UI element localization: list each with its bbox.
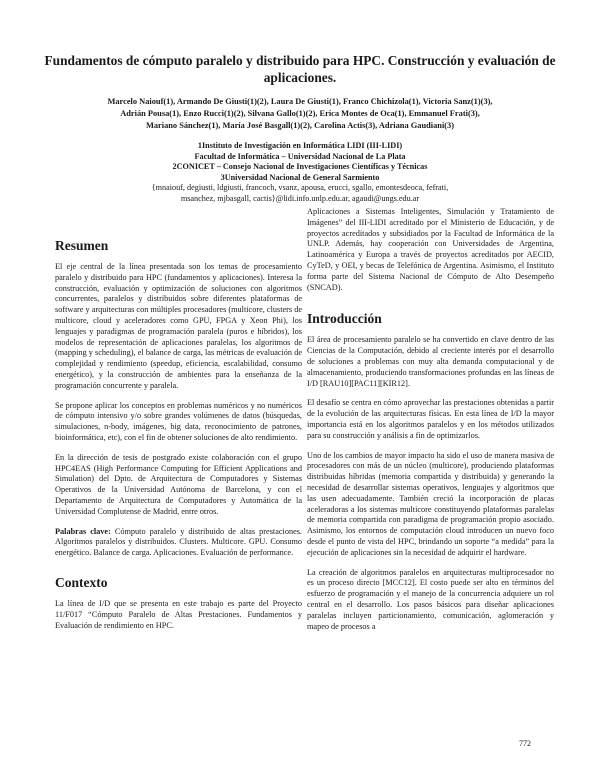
left-column bbox=[55, 238, 302, 631]
authors-line-2: Adrián Pousa(1), Enzo Rucci(1)(2), Silvana Gallo(1)(2), Erica Montes de Oca(1), Emmanuel Frati(3), bbox=[120, 108, 480, 118]
intro-paragraph-3: Uno de los cambios de mayor impacto ha sido el uso de manera masiva de procesadores con más de un núcleo (multicore), produciendo plataformas distribuidas híbridas (memoria compartida y distribuida) y generando la necesidad de desarrollar sistemas operativos, lenguajes y algoritmos que las usen adecuadamente. También creció la incorporación de placas aceleradoras a los sistemas multicore constituyendo plataformas paralelas de memoria compartida con paradigma de programación propio asociado. Asimismo, los entornos de computación cloud introducen un nuevo foco desde el punto de vista del HPC, brindando un soporte “a medida” para la ejecución de aplicaciones sin la necesidad de adquirir el hardware. bbox=[307, 450, 554, 557]
keywords-text: Cómputo paralelo y distribuido de altas prestaciones. Algoritmos paralelos y distribuidos. Clusters. Multicore. GPU. Consumo energético. Balance de carga. Aplicaciones. Evaluación de performance. bbox=[55, 526, 302, 558]
author-list bbox=[40, 96, 560, 131]
authors-line-3: Mariano Sánchez(1), María José Basgall(1)(2), Carolina Actis(3), Adriana Gaudiani(3) bbox=[145, 120, 455, 130]
section-heading-resumen: Resumen bbox=[55, 238, 109, 253]
intro-paragraph-2: El desafío se centra en cómo aprovechar las prestaciones obtenidas a partir de la evolución de las arquitecturas físicas. En esta línea de I/D la mayor importancia está en los algoritmos paralelos y en los métodos utilizados para su construcción y análisis a fin de optimizarlos. bbox=[307, 398, 554, 440]
emails-line-2: msanchez, mjbasgall, cactis}@lidi.info.unlp.edu.ar, agaudi@ungs.edu.ar bbox=[180, 193, 420, 203]
section-heading-introduccion: Introducción bbox=[307, 311, 382, 327]
paper-title: Fundamentos de cómputo paralelo y distribuido para HPC. Construcción y evaluación de aplicaciones. bbox=[44, 53, 556, 85]
keywords-label: Palabras clave: bbox=[55, 526, 111, 536]
affiliation-1b: Facultad de Informática – Universidad Nacional de La Plata bbox=[194, 151, 406, 161]
affiliations bbox=[40, 141, 560, 205]
intro-paragraph-1: El área de procesamiento paralelo se ha convertido en clave dentro de las Ciencias de la Computación, debido al creciente interés por el desarrollo de soluciones a problemas con muy alta demanda computacional y de almacenamiento, produciendo transformaciones profundas en las líneas de I/D [RAU10][PAC11][KIR12]. bbox=[307, 335, 554, 388]
authors-line-1: Marcelo Naiouf(1), Armando De Giusti(1)(2), Laura De Giusti(1), Franco Chichizola(1), Victoria Sanz(1)(3), bbox=[107, 97, 493, 106]
intro-paragraph-4: La creación de algoritmos paralelos en arquitecturas multiprocesador no es un proceso directo [MCC12]. El costo puede ser alto en términos del esfuerzo de programación y el manejo de la concurrencia adquiere un rol central en el desarrollo. Los pasos básicos para diseñar aplicaciones paralelas incluyen particionamiento, comunicación, aglomeración y mapeo de procesos a bbox=[307, 567, 554, 631]
contexto-paragraph-continued: Aplicaciones a Sistemas Inteligentes, Simulación y Tratamiento de Imágenes” del III-LIDI acreditado por el Ministerio de Educación, y de proyectos acreditados y subsidiados por la Facultad de Informática de la UNLP. Además, hay cooperación con Universidades de Argentina, Latinoamérica y Europa a través de proyectos acreditados por AECID, CyTeD, y OEI, y becas de Telefónica de Argentina. Asimismo, el Instituto forma parte del Sistema Nacional de Cómputo de Alto Desempeño (SNCAD). bbox=[307, 207, 554, 292]
affiliation-2: 2CONICET – Consejo Nacional de Investigaciones Científicas y Técnicas bbox=[172, 162, 428, 172]
page-number: 772 bbox=[519, 739, 531, 748]
section-heading-contexto: Contexto bbox=[55, 574, 108, 590]
affiliation-1: 1Instituto de Investigación en Informática LIDI (III-LIDI) bbox=[197, 141, 403, 150]
resumen-paragraph-3: En la dirección de tesis de postgrado existe colaboración con el grupo HPC4EAS (High Performance Computing for Efficient Applications and Simulation) del Dpto. de Arquitectura de Computadores y Sistemas Operativos de la Universidad Autónoma de Barcelona, y con el Departamento de Arquitectura de Computadores y Automática de la Universidad Complutense de Madrid, entre otros. bbox=[55, 452, 302, 516]
keywords-paragraph bbox=[55, 527, 302, 559]
emails-line-1: {mnaiouf, degiusti, ldgiusti, francoch, vsanz, apousa, erucci, sgallo, emontesdeoca, fefrati, bbox=[151, 183, 449, 193]
resumen-paragraph-2: Se propone aplicar los conceptos en problemas numéricos y no numéricos de cómputo intensivo y/o sobre grandes volúmenes de datos (búsquedas, simulaciones, n-body, imágenes, big data, reconocimiento de patrones, bioinformática, etc), con el fin de obtener soluciones de alto rendimiento. bbox=[55, 400, 302, 442]
right-column bbox=[307, 207, 554, 632]
affiliation-3: 3Universidad Nacional de General Sarmiento bbox=[220, 172, 380, 182]
resumen-paragraph-1: El eje central de la línea presentada son los temas de procesamiento paralelo y distribuido para HPC (fundamentos y aplicaciones). Interesa la construcción, evaluación y optimización de soluciones con algoritmos concurrentes, paralelos y distribuidos sobre diferentes plataformas de software y arquitecturas con múltiples procesadores (multicore, clusters de multicore, cloud y aceleradores como GPU, FPGA y Xeon Phi), los lenguajes y paradigmas de programación paralela (puros e híbridos), los modelos de representación de aplicaciones paralelas, los algoritmos de (mapping y scheduling), el balance de carga, las métricas de evaluación de complejidad y rendimiento (speedup, eficiencia, escalabilidad, consumo energético), y la construcción de ambientes para la enseñanza de la programación concurrente y paralela. bbox=[55, 262, 302, 390]
contexto-paragraph-1: La línea de I/D que se presenta en este trabajo es parte del Proyecto 11/F017 “Cómputo Paralelo de Altas Prestaciones. Fundamentos y Evaluación de rendimiento en HPC. bbox=[55, 598, 302, 630]
